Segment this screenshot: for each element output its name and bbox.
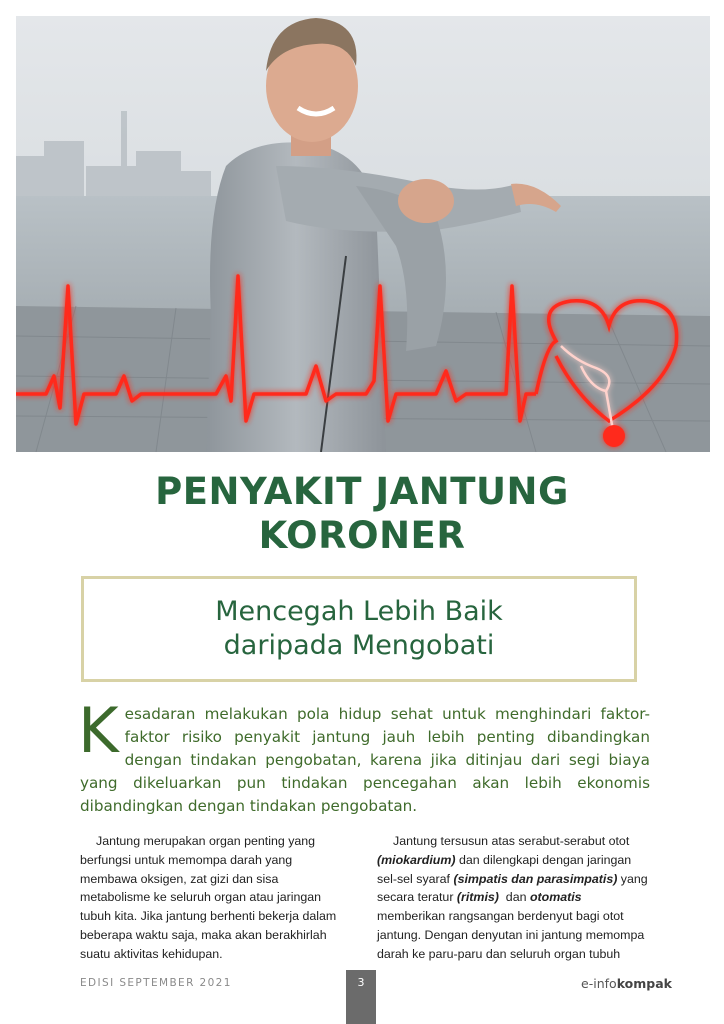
column-right-p5: memberikan rangsangan berdenyut bagi otot jantung. Dengan denyutan ini jantung memompa darah ke paru-paru dan seluruh organ tubuh xyxy=(377,909,645,961)
edition-label: EDISI SEPTEMBER 2021 xyxy=(80,977,232,989)
brand-logo xyxy=(581,976,672,991)
term-simpatis: (simpatis dan parasimpatis) xyxy=(453,871,618,886)
body-column-left xyxy=(80,832,352,964)
title-line-1: PENYAKIT JANTUNG xyxy=(155,470,569,513)
column-right-p2: dan dilengkapi dengan jaringan sel-sel syaraf xyxy=(377,852,632,886)
hero-image xyxy=(16,16,710,452)
page-number: 3 xyxy=(346,970,376,1024)
intro-paragraph xyxy=(78,694,650,818)
term-otomatis: otomatis xyxy=(529,890,582,905)
body-column-right xyxy=(377,832,649,964)
column-right-p4: dan xyxy=(505,890,527,905)
page-title xyxy=(0,470,724,558)
hero-illustration xyxy=(16,16,710,452)
title-line-2: KORONER xyxy=(258,514,466,557)
subtitle-line-2: daripada Mengobati xyxy=(223,630,495,661)
column-left-text: Jantung merupakan organ penting yang berfungsi untuk memompa darah yang membawa oksigen, zat gizi dan sisa metabolisme ke seluruh organ atau jaringan tubuh kita. Jika jantung berhenti bekerja dalam beberapa waktu saja, maka akan berakhirlah suatu aktivitas kehidupan. xyxy=(80,834,337,961)
column-right-p1: Jantung tersusun atas serabut-serabut otot xyxy=(393,834,630,848)
term-ritmis: (ritmis) xyxy=(456,890,499,905)
brand-strong: kompak xyxy=(616,976,672,991)
subtitle-box xyxy=(81,576,637,682)
drop-cap: K xyxy=(78,694,119,767)
subtitle-line-1: Mencegah Lebih Baik xyxy=(215,596,503,627)
column-right-p3: yang secara teratur xyxy=(377,871,648,905)
term-miokardium: (miokardium) xyxy=(377,852,456,867)
intro-text: esadaran melakukan pola hidup sehat untuk menghindari faktor-faktor risiko penyakit jantung jauh lebih penting dibandingkan dengan tindakan pengobatan, karena jika ditinjau dari segi biaya yang dikeluarkan pun tindakan pencegahan akan lebih ekonomis dibandingkan dengan tindakan pengobatan. xyxy=(80,705,650,815)
brand-prefix: e-info xyxy=(581,976,617,991)
